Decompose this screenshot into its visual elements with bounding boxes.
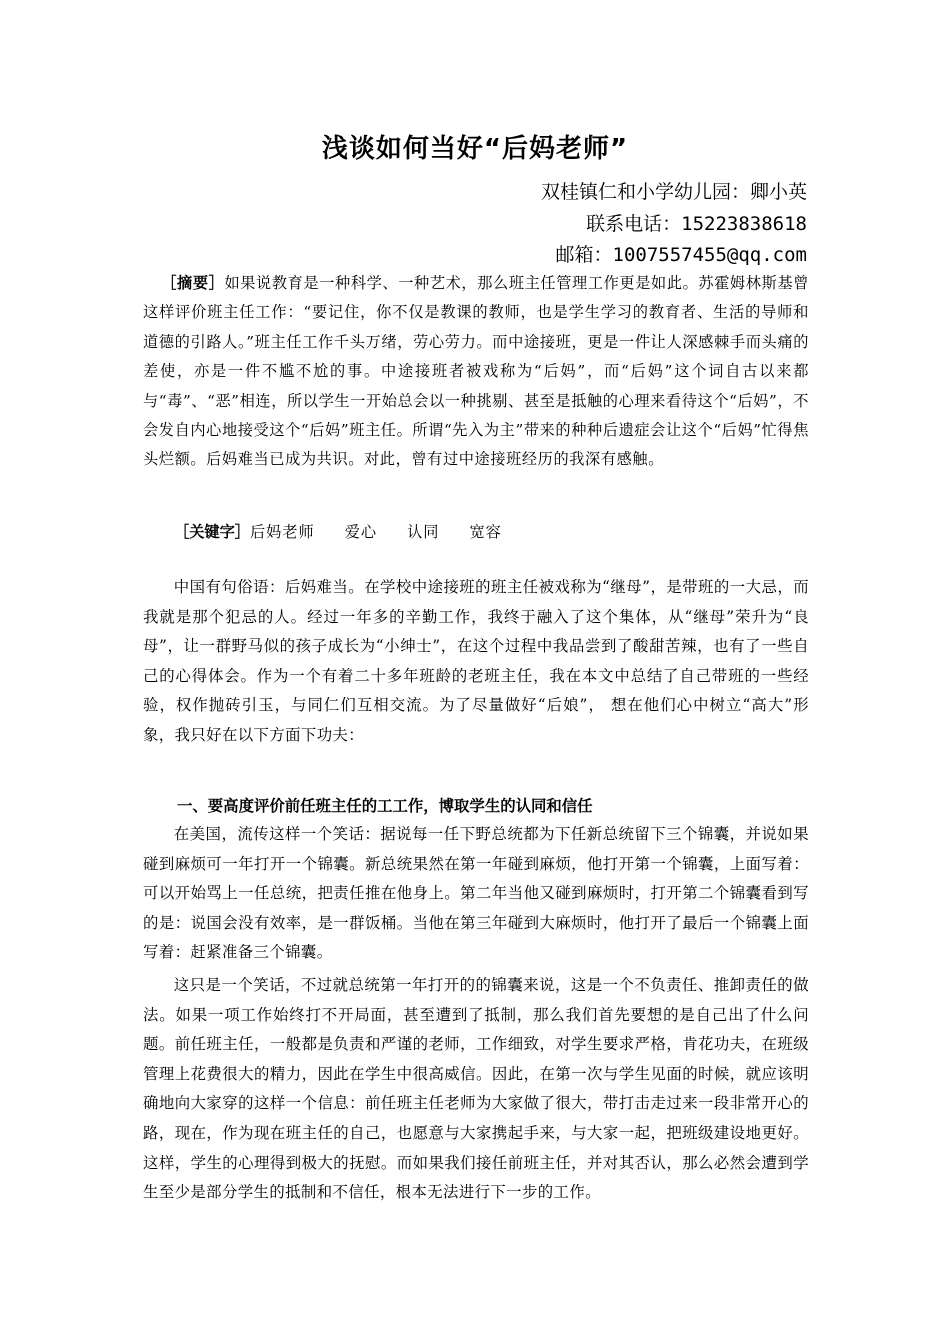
email-value: 1007557455@qq.com bbox=[612, 244, 807, 266]
keyword-item: 爱心 bbox=[344, 523, 378, 541]
phone-value: 15223838618 bbox=[681, 213, 807, 235]
phone-label: 联系电话： bbox=[586, 213, 682, 235]
keywords-tag: ［关键字］ bbox=[174, 523, 250, 541]
author-line: 双桂镇仁和小学幼儿园：卿小英 bbox=[540, 181, 807, 203]
keywords-line bbox=[174, 518, 532, 546]
email-line bbox=[556, 241, 807, 269]
email-label: 邮箱： bbox=[555, 244, 613, 266]
abstract-paragraph bbox=[143, 269, 809, 475]
section-paragraph-2: 这只是一个笑话，不过就总统第一年打开的的锦囊来说，这是一个不负责任、推卸责任的做法。如果一项工作始终打不开局面，甚至遭到了抵制，那么我们首先要想的是自己出了什么问题。前任班主任，一般都是负责和严谨的老师，工作细致，对学生要求严格，肯花功夫，在班级管理上花费很大的精力，因此在学生中很高威信。因此，在第一次与学生见面的时候，就应该明确地向大家穿的这样一个信息：前任班主任老师为大家做了很大，带打击走过来一段非常开心的路，现在，作为现在班主任的自己，也愿意与大家携起手来，与大家一起，把班级建设地更好。这样，学生的心理得到极大的抚慰。而如果我们接任前班主任，并对其否认，那么必然会遭到学生至少是部分学生的抵制和不信任，根本无法进行下一步的工作。 bbox=[143, 976, 809, 1202]
abstract-text: 如果说教育是一种科学、一种艺术，那么班主任管理工作更是如此。苏霍姆林斯基曾这样评价班主任工作：“要记住，你不仅是教课的教师，也是学生学习的教育者、生活的导师和道德的引路人。”班主任工作千头万绪，劳心劳力。而中途接班，更是一件让人深感棘手而头痛的差使，亦是一件不尴不尬的事。中途接班者被戏称为“后妈”，而“后妈”这个词自古以来都与“毒”、“恶”相连，所以学生一开始总会以一种挑剔、甚至是抵触的心理来看待这个“后妈”，不会发自内心地接受这个“后妈”班主任。所谓“先入为主”带来的种种后遗症会让这个“后妈”忙得焦头烂额。后妈难当已成为共识。对此，曾有过中途接班经历的我深有感触。 bbox=[143, 274, 809, 469]
intro-paragraph: 中国有句俗语：后妈难当。在学校中途接班的班主任被戏称为“继母”，是带班的一大忌，而我就是那个犯忌的人。经过一年多的辛勤工作，我终于融入了这个集体，从“继母”荣升为“良母”，让一群野马似的孩子成长为“小绅士”，在这个过程中我品尝到了酸甜苦辣，也有了一些自己的心得体会。作为一个有着二十多年班龄的老班主任，我在本文中总结了自己带班的一些经验，权作抛砖引玉，与同仁们互相交流。为了尽量做好“后娘”， 想在他们心中树立“高大”形象，我只好在以下方面下功夫： bbox=[143, 578, 809, 744]
section-heading: 一、要高度评价前任班主任的工工作，博取学生的认同和信任 bbox=[177, 797, 593, 815]
keyword-item: 宽容 bbox=[469, 523, 502, 541]
abstract-tag: ［摘要］ bbox=[161, 274, 225, 292]
document-title: 浅谈如何当好“后妈老师” bbox=[321, 134, 629, 164]
keyword-item: 后妈老师 bbox=[249, 523, 315, 541]
section-paragraph-1: 在美国，流传这样一个笑话：据说每一任下野总统都为下任新总统留下三个锦囊，并说如果碰到麻烦可一年打开一个锦囊。新总统果然在第一年碰到麻烦，他打开第一个锦囊，上面写着：可以开始骂上一任总统，把责任推在他身上。第二年当他又碰到麻烦时，打开第二个锦囊看到写的是：说国会没有效率，是一群饭桶。当他在第三年碰到大麻烦时，他打开了最后一个锦囊上面写着：赶紧准备三个锦囊。 bbox=[143, 825, 809, 962]
phone-line bbox=[586, 210, 807, 238]
keyword-item: 认同 bbox=[407, 523, 440, 541]
